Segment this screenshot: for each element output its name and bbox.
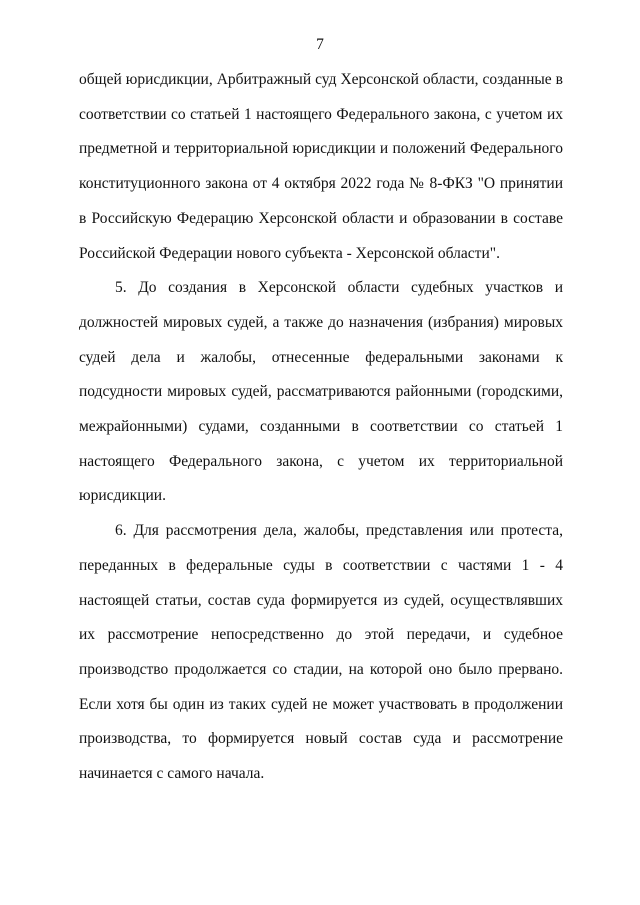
- paragraph-item-6: 6. Для рассмотрения дела, жалобы, представления или протеста, переданных в федеральные суды в соответствии с частями 1 - 4 настоящей статьи, состав суда формируется из судей, осуществлявших их рассмотрение непосредственно до этой передачи, и судебное производство продолжается со стадии, на которой оно было прервано. Если хотя бы один из таких судей не может участвовать в продолжении производства, то формируется новый состав суда и рассмотрение начинается с самого начала.: [79, 522, 563, 783]
- paragraph-item-5: 5. До создания в Херсонской области судебных участков и должностей мировых судей, а также до назначения (избрания) мировых судей дела и жалобы, отнесенные федеральными законами к подсудности мировых судей, рассматриваются районными (городскими, межрайонными) судами, созданными в соответствии со статьей 1 настоящего Федерального закона, с учетом их территориальной юрисдикции.: [79, 279, 563, 505]
- paragraph-continuation: общей юрисдикции, Арбитражный суд Херсонской области, созданные в соответствии со статьей 1 настоящего Федерального закона, с учетом их предметной и территориальной юрисдикции и положений Федерального конституционного закона от 4 октября 2022 года № 8-ФКЗ "О принятии в Российскую Федерацию Херсонской области и образовании в составе Российской Федерации нового субъекта - Херсонской области".: [79, 71, 563, 262]
- document-body: [79, 63, 563, 792]
- page-number: 7: [316, 36, 324, 53]
